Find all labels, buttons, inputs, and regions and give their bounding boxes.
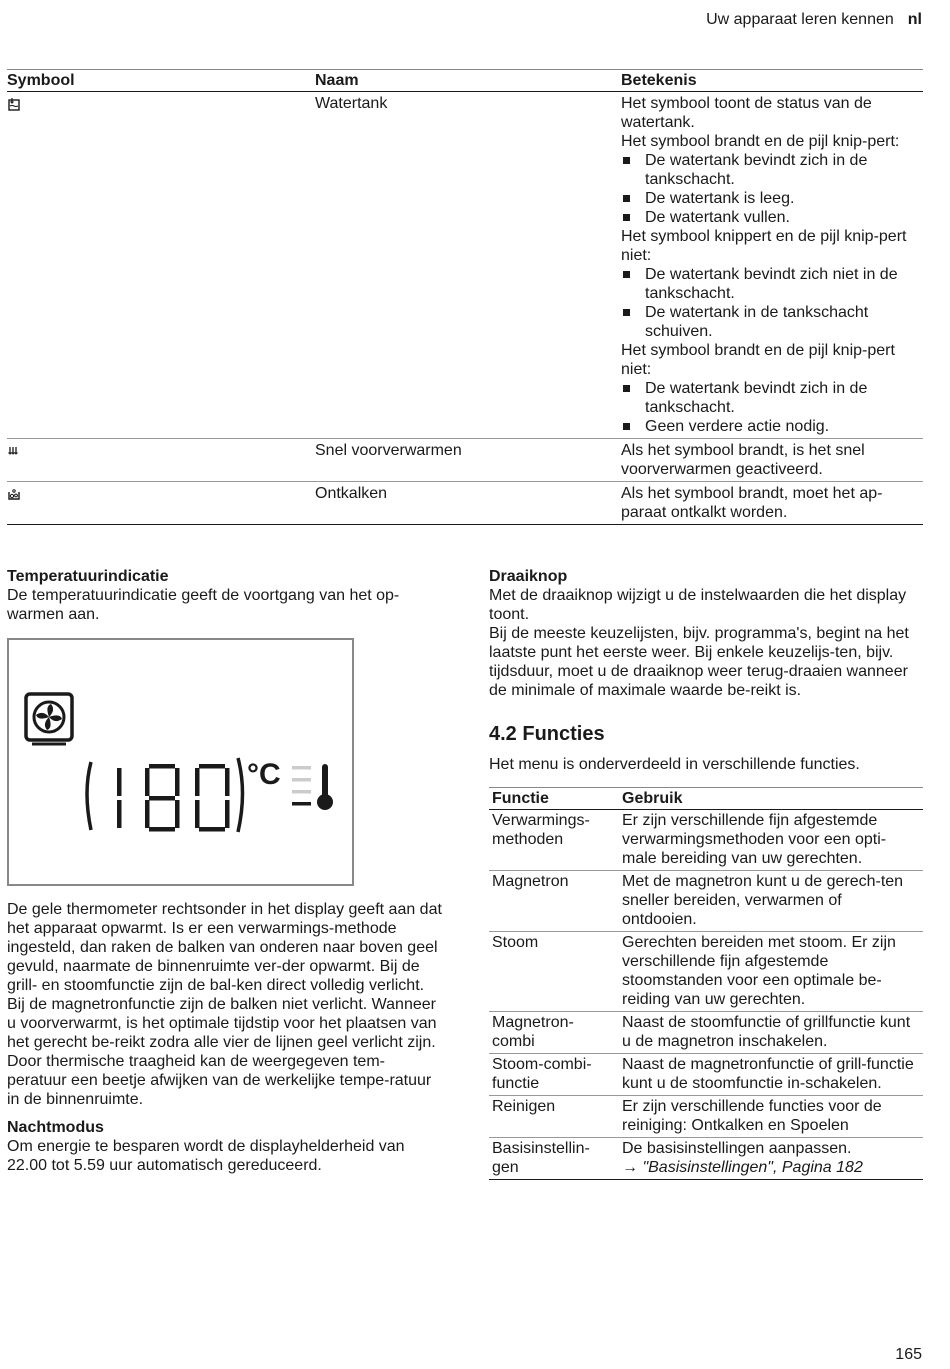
table-row (7, 482, 923, 525)
usage-text: Er zijn verschillende functies voor de reiniging: Ontkalken en Spoelen (622, 1098, 882, 1134)
usage-text: Naast de magnetronfunctie of grill-functie kunt u de stoomfunctie in-schakelen. (622, 1056, 914, 1092)
function-usage (619, 871, 923, 932)
col-header-usage: Gebruik (619, 788, 923, 810)
meaning-list (621, 379, 923, 436)
night-body: Om energie te besparen wordt de displayhelderheid van 22.00 tot 5.59 uur automatisch gereduceerd. (7, 1138, 405, 1174)
symbol-meaning (621, 92, 923, 439)
thermometer-icon (317, 764, 333, 810)
function-usage (619, 810, 923, 871)
usage-text: Met de magnetron kunt u de gerech-ten sneller bereiden, verwarmen of ontdooien. (622, 873, 904, 928)
display-illustration (7, 638, 354, 886)
table-row (489, 871, 923, 932)
section-title: Uw apparaat leren kennen (706, 11, 894, 28)
temperature-body-1: De gele thermometer rechtsonder in het display geeft aan dat het apparaat opwarmt. Is er een verwarmings-methode ingesteld, dan raken de balken van onderen naar boven geel gevuld, naarmate de binnenruimte ver-der opwarmt. Bij de grill- en stoomfunctie zijn de bal-ken direct volledig verlicht. Bij de magnetronfunctie zijn de balken niet verlicht. Wanneer u voorverwarmt, is het optimale tijdstip voor het plaatsen van het gerecht be-reikt zodra alle vier de lijnen geel verlicht zijn. (7, 901, 442, 1051)
symbol-table (7, 69, 923, 525)
usage-text: Gerechten bereiden met stoom. Er zijn verschillende fijn afgestemde stoomstanden voor een optimale be-reiding van uw gerechten. (622, 934, 896, 1008)
function-name: Stoom (489, 932, 619, 1012)
heat-bars (292, 766, 311, 806)
meaning-list (621, 151, 923, 227)
list-item: De watertank is leeg. (621, 189, 923, 208)
meaning-text: Het symbool brandt en de pijl knip-pert: (621, 133, 900, 150)
knob-heading: Draaiknop (489, 568, 568, 585)
function-name: Stoom-combi-functie (489, 1054, 619, 1096)
page-number: 165 (895, 1346, 922, 1363)
function-name: Reinigen (489, 1096, 619, 1138)
col-header-function: Functie (489, 788, 619, 810)
function-usage (619, 932, 923, 1012)
functions-intro: Het menu is onderverdeeld in verschillende functies. (489, 756, 860, 773)
list-item: De watertank bevindt zich in de tankschacht. (621, 379, 923, 417)
watertank-icon (7, 97, 21, 111)
functions-table (489, 787, 923, 1180)
meaning-text: Als het symbool brandt, moet het ap-paraat ontkalkt worden. (621, 485, 883, 521)
temperature-unit: °C (247, 758, 281, 791)
page-header (706, 11, 922, 29)
table-row (489, 1138, 923, 1180)
symbol-meaning (621, 482, 923, 525)
list-item: De watertank bevindt zich in de tankschacht. (621, 151, 923, 189)
list-item: De watertank bevindt zich niet in de tankschacht. (621, 265, 923, 303)
meaning-text: Als het symbool brandt, is het snel voorverwarmen geactiveerd. (621, 442, 865, 478)
meaning-list (621, 265, 923, 341)
table-row (489, 932, 923, 1012)
page-reference-link[interactable]: → "Basisinstellingen", Pagina 182 (622, 1159, 863, 1176)
table-row (489, 1012, 923, 1054)
usage-text: Naast de stoomfunctie of grillfunctie kunt u de magnetron inschakelen. (622, 1014, 911, 1050)
usage-text: De basisinstellingen aanpassen. (622, 1140, 852, 1157)
temperature-intro: De temperatuurindicatie geeft de voortgang van het op-warmen aan. (7, 587, 400, 623)
function-usage (619, 1012, 923, 1054)
table-row (489, 810, 923, 871)
function-name: Verwarmings-methoden (489, 810, 619, 871)
temperature-body-2: Door thermische traagheid kan de weergegeven tem-peratuur een beetje afwijken van de werkelijke tempe-ratuur in de binnenruimte. (7, 1053, 432, 1108)
symbol-name: Watertank (315, 92, 621, 439)
oven-fan-icon (26, 694, 72, 744)
meaning-text: Het symbool knippert en de pijl knip-pert niet: (621, 228, 907, 264)
table-row (489, 1054, 923, 1096)
functions-heading: 4.2 Functies (489, 723, 605, 745)
table-row (7, 439, 923, 482)
fast-preheat-icon (7, 444, 21, 458)
list-item: Geen verdere actie nodig. (621, 417, 923, 436)
language-code: nl (907, 11, 922, 28)
knob-body-1: Met de draaiknop wijzigt u de instelwaarden die het display toont. (489, 587, 907, 623)
descale-icon (7, 487, 21, 501)
symbol-meaning (621, 439, 923, 482)
night-heading: Nachtmodus (7, 1119, 104, 1136)
list-item: De watertank in de tankschacht schuiven. (621, 303, 923, 341)
table-row (489, 1096, 923, 1138)
meaning-text: Het symbool brandt en de pijl knip-pert niet: (621, 342, 895, 378)
function-name: Basisinstellin-gen (489, 1138, 619, 1180)
temperature-digits (87, 758, 243, 832)
function-name: Magnetron-combi (489, 1012, 619, 1054)
temperature-heading: Temperatuurindicatie (7, 568, 169, 585)
left-column (7, 567, 443, 1175)
function-usage (619, 1138, 923, 1180)
list-item: De watertank vullen. (621, 208, 923, 227)
meaning-text: Het symbool toont de status van de watertank. (621, 95, 872, 131)
function-usage (619, 1096, 923, 1138)
col-header-meaning: Betekenis (621, 70, 923, 92)
usage-text: Er zijn verschillende fijn afgestemde verwarmingsmethoden voor een opti-male bereiding van uw gerechten. (622, 812, 887, 867)
right-column (489, 567, 923, 1180)
col-header-symbol: Symbool (7, 70, 315, 92)
table-row (7, 92, 923, 439)
col-header-name: Naam (315, 70, 621, 92)
symbol-name: Snel voorverwarmen (315, 439, 621, 482)
function-usage (619, 1054, 923, 1096)
symbol-name: Ontkalken (315, 482, 621, 525)
function-name: Magnetron (489, 871, 619, 932)
knob-body-2: Bij de meeste keuzelijsten, bijv. programma's, begint na het laatste punt het eerste weer. Bij enkele keuzelijs-ten, bijv. tijdsduur, moet u de draaiknop weer terug-draaien wanneer de minimale of maximale waarde be-reikt is. (489, 625, 909, 699)
